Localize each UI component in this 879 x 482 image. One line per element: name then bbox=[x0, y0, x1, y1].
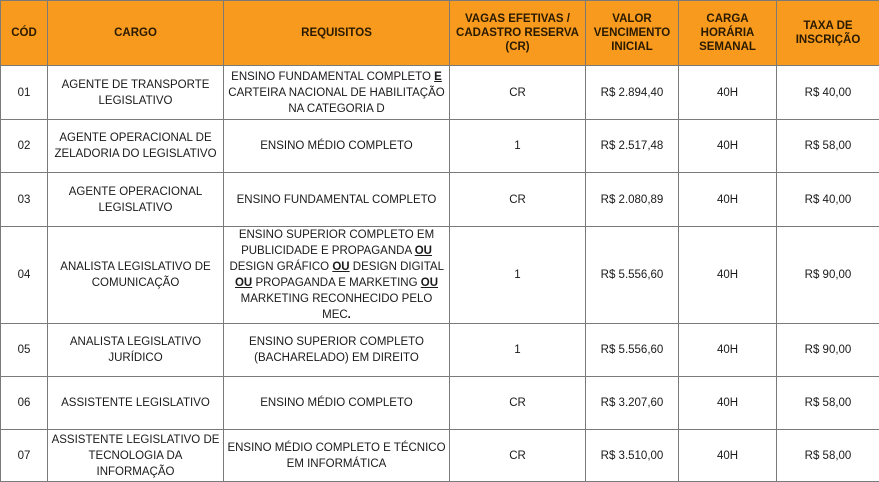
table-row bbox=[1, 173, 879, 227]
cell-taxa: R$ 40,00 bbox=[777, 66, 879, 120]
cell-cargo: AGENTE OPERACIONAL LEGISLATIVO bbox=[48, 173, 224, 227]
cell-cod: 04 bbox=[1, 227, 48, 324]
cell-requisitos: ENSINO MÉDIO COMPLETO bbox=[224, 377, 450, 430]
cell-carga: 40H bbox=[679, 324, 777, 377]
cell-valor: R$ 5.556,60 bbox=[586, 227, 679, 324]
cell-taxa: R$ 90,00 bbox=[777, 227, 879, 324]
cell-taxa: R$ 90,00 bbox=[777, 324, 879, 377]
cell-vagas: 1 bbox=[450, 120, 586, 173]
table-row bbox=[1, 430, 879, 482]
cell-cargo: AGENTE OPERACIONAL DE ZELADORIA DO LEGISLATIVO bbox=[48, 120, 224, 173]
cell-taxa: R$ 58,00 bbox=[777, 120, 879, 173]
table-row bbox=[1, 324, 879, 377]
cell-vagas: CR bbox=[450, 66, 586, 120]
cell-cod: 07 bbox=[1, 430, 48, 482]
cell-vagas: CR bbox=[450, 173, 586, 227]
cell-requisitos: ENSINO MÉDIO COMPLETO bbox=[224, 120, 450, 173]
cell-cargo: ANALISTA LEGISLATIVO DE COMUNICAÇÃO bbox=[48, 227, 224, 324]
cell-vagas: CR bbox=[450, 377, 586, 430]
table-row bbox=[1, 66, 879, 120]
cell-valor: R$ 2.894,40 bbox=[586, 66, 679, 120]
cell-carga: 40H bbox=[679, 66, 777, 120]
cell-cod: 03 bbox=[1, 173, 48, 227]
cell-taxa: R$ 58,00 bbox=[777, 377, 879, 430]
cell-vagas: 1 bbox=[450, 324, 586, 377]
cell-taxa: R$ 58,00 bbox=[777, 430, 879, 482]
cell-vagas: CR bbox=[450, 430, 586, 482]
cell-carga: 40H bbox=[679, 377, 777, 430]
header-cargo: CARGO bbox=[48, 1, 224, 66]
cell-cod: 01 bbox=[1, 66, 48, 120]
cell-requisitos: ENSINO FUNDAMENTAL COMPLETO E CARTEIRA NACIONAL DE HABILITAÇÃO NA CATEGORIA D bbox=[224, 66, 450, 120]
header-requisitos: REQUISITOS bbox=[224, 1, 450, 66]
cell-cargo: AGENTE DE TRANSPORTE LEGISLATIVO bbox=[48, 66, 224, 120]
cell-carga: 40H bbox=[679, 120, 777, 173]
table-row bbox=[1, 377, 879, 430]
cell-cargo: ANALISTA LEGISLATIVO JURÍDICO bbox=[48, 324, 224, 377]
cell-cargo: ASSISTENTE LEGISLATIVO bbox=[48, 377, 224, 430]
cell-cod: 05 bbox=[1, 324, 48, 377]
cell-cod: 06 bbox=[1, 377, 48, 430]
cell-vagas: 1 bbox=[450, 227, 586, 324]
cell-cod: 02 bbox=[1, 120, 48, 173]
cell-carga: 40H bbox=[679, 173, 777, 227]
cell-requisitos: ENSINO SUPERIOR COMPLETO (BACHARELADO) EM DIREITO bbox=[224, 324, 450, 377]
cell-carga: 40H bbox=[679, 227, 777, 324]
header-taxa: TAXA DE INSCRIÇÃO bbox=[777, 1, 879, 66]
cell-valor: R$ 3.207,60 bbox=[586, 377, 679, 430]
cell-valor: R$ 2.080,89 bbox=[586, 173, 679, 227]
cell-valor: R$ 2.517,48 bbox=[586, 120, 679, 173]
cell-requisitos: ENSINO FUNDAMENTAL COMPLETO bbox=[224, 173, 450, 227]
cell-valor: R$ 5.556,60 bbox=[586, 324, 679, 377]
cell-requisitos: ENSINO SUPERIOR COMPLETO EM PUBLICIDADE E PROPAGANDA OU DESIGN GRÁFICO OU DESIGN DIGITAL OU PROPAGANDA E MARKETING OU MARKETING RECONHECIDO PELO MEC. bbox=[224, 227, 450, 324]
header-carga: CARGA HORÁRIA SEMANAL bbox=[679, 1, 777, 66]
cell-carga: 40H bbox=[679, 430, 777, 482]
table-row bbox=[1, 120, 879, 173]
header-cod: CÓD bbox=[1, 1, 48, 66]
cell-valor: R$ 3.510,00 bbox=[586, 430, 679, 482]
cell-requisitos: ENSINO MÉDIO COMPLETO E TÉCNICO EM INFORMÁTICA bbox=[224, 430, 450, 482]
header-valor: VALOR VENCIMENTO INICIAL bbox=[586, 1, 679, 66]
table-row bbox=[1, 227, 879, 324]
header-vagas: VAGAS EFETIVAS / CADASTRO RESERVA (CR) bbox=[450, 1, 586, 66]
cell-taxa: R$ 40,00 bbox=[777, 173, 879, 227]
header-row bbox=[1, 1, 879, 66]
cell-cargo: ASSISTENTE LEGISLATIVO DE TECNOLOGIA DA INFORMAÇÃO bbox=[48, 430, 224, 482]
